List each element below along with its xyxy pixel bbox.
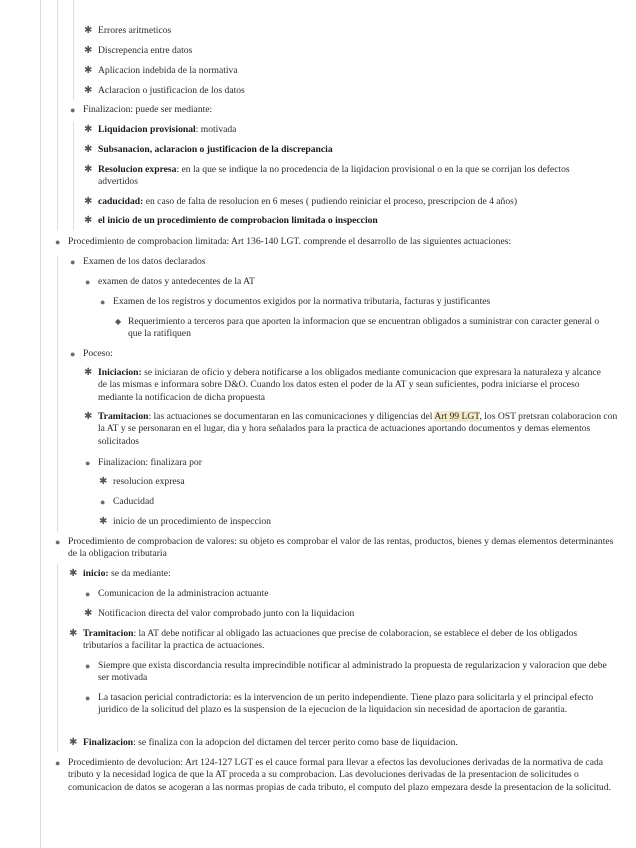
star-bullet-icon: ✱ xyxy=(84,45,93,56)
star-bullet-icon: ✱ xyxy=(84,65,93,76)
dot-bullet-icon: ● xyxy=(85,693,91,703)
list-item: ✱ Tramitacion: las actuaciones se documentaran en las comunicaciones y diligencias del Art 99 LGT, los OST pretsran colaboracion con la AT y se personaran en el lugar, dia y hora señalados para la practica de actuaciones aportando documentos y demas elementos solicitados xyxy=(84,411,618,447)
indent-guide xyxy=(40,0,41,848)
star-bullet-icon: ✱ xyxy=(84,144,93,155)
list-item: ✱ Notificacion directa del valor comprobado junto con la liquidacion xyxy=(84,608,355,619)
list-item: ✱ Resolucion expresa: en la que se indique la no procedencia de la liqidacion provisional o en la que se corrijan los defectos advertidos xyxy=(84,164,570,188)
indent-guide xyxy=(57,256,58,532)
list-item: ● Procedimiento de comprobacion limitada: Art 136-140 LGT. comprende el desarrollo de las siguientes actuaciones: xyxy=(55,236,512,247)
list-item: ● Examen de los registros y documentos exigidos por la normativa tributaria, facturas y justificantes xyxy=(100,296,491,307)
star-bullet-icon: ✱ xyxy=(69,568,78,579)
list-item: ● Procedimiento de comprobacion de valores: su objeto es comprobar el valor de las rentas, productos, bienes y demas elementos determinantes de la obligacion tributaria xyxy=(55,536,614,560)
star-bullet-icon: ✱ xyxy=(84,85,93,96)
list-item: ● Caducidad xyxy=(100,496,155,507)
dot-bullet-icon: ● xyxy=(70,349,76,359)
dot-bullet-icon: ● xyxy=(100,497,106,507)
star-bullet-icon: ✱ xyxy=(84,164,93,175)
list-item: ● Poceso: xyxy=(70,348,113,359)
list-item: ● examen de datos y antedecentes de la AT xyxy=(85,276,255,287)
dot-bullet-icon: ● xyxy=(85,589,91,599)
list-item: ✱ inicio de un procedimiento de inspeccion xyxy=(99,516,271,527)
star-bullet-icon: ✱ xyxy=(84,367,93,378)
dot-bullet-icon: ● xyxy=(55,758,61,768)
dot-bullet-icon: ● xyxy=(85,458,91,468)
star-bullet-icon: ✱ xyxy=(84,608,93,619)
list-item: ✱ Liquidacion provisional: motivada xyxy=(84,124,237,135)
list-item: ◆ Requerimiento a terceros para que aporten la informacion que se encuentran obligados a suministrar con caracter general o que la ratifiquen xyxy=(115,316,600,340)
list-item: ● Finalizacion: puede ser mediante: xyxy=(70,104,213,115)
list-item: ● Procedimiento de devolucion: Art 124-127 LGT es el cauce formal para llevar a efectos las devoluciones derivadas de la normativa de cada tributo y la necesidad logica de que la AT proceda a su comprobacion. Las devoluciones derivadas de la presentacion de solicitudes o comunicacion de datos se acogeran a las normas propias de cada tributo, el computo del plazo empezara desde la presentacion de la solicitud. xyxy=(55,757,611,793)
list-item: ✱ resolucion expresa xyxy=(99,476,185,487)
list-item: ● Comunicacion de la administracion actuante xyxy=(85,588,269,599)
list-item: ✱ Errores aritmeticos xyxy=(84,25,172,36)
dot-bullet-icon: ● xyxy=(85,277,91,287)
dot-bullet-icon: ● xyxy=(100,297,106,307)
indent-guide xyxy=(73,122,74,230)
star-bullet-icon: ✱ xyxy=(99,516,108,527)
list-item: ✱ Iniciacion: se iniciaran de oficio y debera notificarse a los obligados mediante comunicacion que expresara la naturaleza y alcance de las mismas e informara sobre D&O. Cuando los datos esten el poder de la AT y sean suficientes, podra iniciarse el proceso mediante la notificacion de dicha propuesta xyxy=(84,367,601,403)
star-bullet-icon: ✱ xyxy=(84,196,93,207)
star-bullet-icon: ✱ xyxy=(99,476,108,487)
dot-bullet-icon: ● xyxy=(70,105,76,115)
star-bullet-icon: ✱ xyxy=(84,25,93,36)
highlighted-reference: Art 99 LGT xyxy=(434,411,480,422)
list-item: ✱ Tramitacion: la AT debe notificar al obligado las actuaciones que precise de colaboracion, se establece el deber de los obligados tributarios a facilitar la practica de actuaciones. xyxy=(69,628,578,652)
star-bullet-icon: ✱ xyxy=(84,411,93,422)
star-bullet-icon: ✱ xyxy=(84,124,93,135)
list-item: ● Finalizacion: finalizara por xyxy=(85,457,202,468)
star-bullet-icon: ✱ xyxy=(84,215,93,226)
indent-guide xyxy=(57,564,58,752)
list-item: ✱ Finalizacion: se finaliza con la adopcion del dictamen del tercer perito como base de liquidacion. xyxy=(69,737,458,748)
dot-bullet-icon: ● xyxy=(55,537,61,547)
list-item: ✱ el inicio de un procedimiento de comprobacion limitada o inspeccion xyxy=(84,215,378,226)
diamond-bullet-icon: ◆ xyxy=(115,317,122,326)
list-item: ● Examen de los datos declarados xyxy=(70,256,206,267)
dot-bullet-icon: ● xyxy=(55,237,61,247)
star-bullet-icon: ✱ xyxy=(69,737,78,748)
list-item: ✱ inicio: se da mediante: xyxy=(69,568,171,579)
list-item: ✱ Aplicacion indebida de la normativa xyxy=(84,65,238,76)
list-item: ✱ caducidad: en caso de falta de resolucion en 6 meses ( pudiendo reiniciar el proceso, prescripcion de 4 años) xyxy=(84,196,518,207)
list-item: ● Siempre que exista discordancia resulta imprecindible notificar al administrado la propuesta de regularizacion y valoracion que debe ser motivada xyxy=(85,660,607,684)
dot-bullet-icon: ● xyxy=(85,661,91,671)
indent-guide xyxy=(73,0,74,100)
list-item: ✱ Aclaracion o justificacion de los datos xyxy=(84,85,245,96)
list-item: ✱ Subsanacion, aclaracion o justificacion de la discrepancia xyxy=(84,144,333,155)
list-item: ✱ Discrepencia entre datos xyxy=(84,45,193,56)
dot-bullet-icon: ● xyxy=(70,257,76,267)
indent-guide xyxy=(57,0,58,230)
star-bullet-icon: ✱ xyxy=(69,628,78,639)
list-item: ● La tasacion pericial contradictoria: es la intervencion de un perito independiente. Tiene plazo para solicitarla y el principal efecto juridico de la solicitud del plazo es la suspension de la ejecucion de la liquidacion sin necesidad de aportacion de garantia. xyxy=(85,692,594,716)
